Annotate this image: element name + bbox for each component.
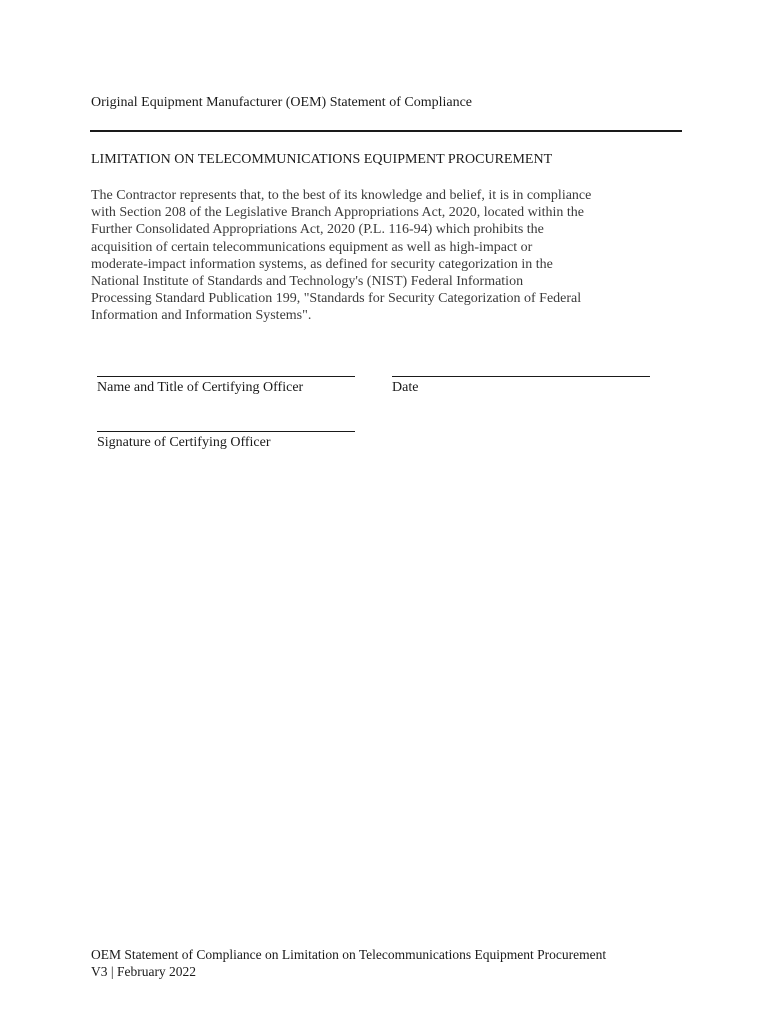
name-title-signature-line[interactable]: [97, 376, 355, 377]
date-label: Date: [392, 380, 419, 395]
paragraph-line: moderate-impact information systems, as defined for security categorization in the: [91, 256, 553, 272]
paragraph-line: acquisition of certain telecommunications equipment as well as high-impact or: [91, 239, 533, 255]
paragraph-line: Further Consolidated Appropriations Act, 2020 (P.L. 116-94) which prohibits the: [91, 222, 544, 238]
name-title-label: Name and Title of Certifying Officer: [97, 380, 304, 395]
paragraph-line: Processing Standard Publication 199, "Standards for Security Categorization of Federal: [91, 291, 582, 307]
page-footer: [91, 946, 606, 980]
header-divider: [90, 130, 682, 132]
paragraph-line: with Section 208 of the Legislative Branch Appropriations Act, 2020, located within the: [91, 205, 585, 221]
date-signature-line[interactable]: [392, 376, 650, 377]
signature-label: Signature of Certifying Officer: [97, 435, 271, 450]
paragraph-line: Information and Information Systems".: [91, 308, 312, 324]
signature-line[interactable]: [97, 431, 355, 432]
date-field[interactable]: [392, 376, 650, 396]
paragraph-line: National Institute of Standards and Technology's (NIST) Federal Information: [91, 274, 524, 290]
section-heading: LIMITATION ON TELECOMMUNICATIONS EQUIPMENT PROCUREMENT: [91, 152, 553, 167]
paragraph-line: The Contractor represents that, to the best of its knowledge and belief, it is in compliance: [91, 188, 592, 203]
name-title-field[interactable]: [97, 376, 355, 396]
footer-version: V3 | February 2022: [91, 964, 197, 979]
signature-field[interactable]: [97, 431, 355, 451]
document-title: Original Equipment Manufacturer (OEM) Statement of Compliance: [91, 95, 473, 110]
compliance-paragraph: [91, 187, 691, 325]
footer-document-title: OEM Statement of Compliance on Limitation on Telecommunications Equipment Procurement: [91, 947, 607, 962]
